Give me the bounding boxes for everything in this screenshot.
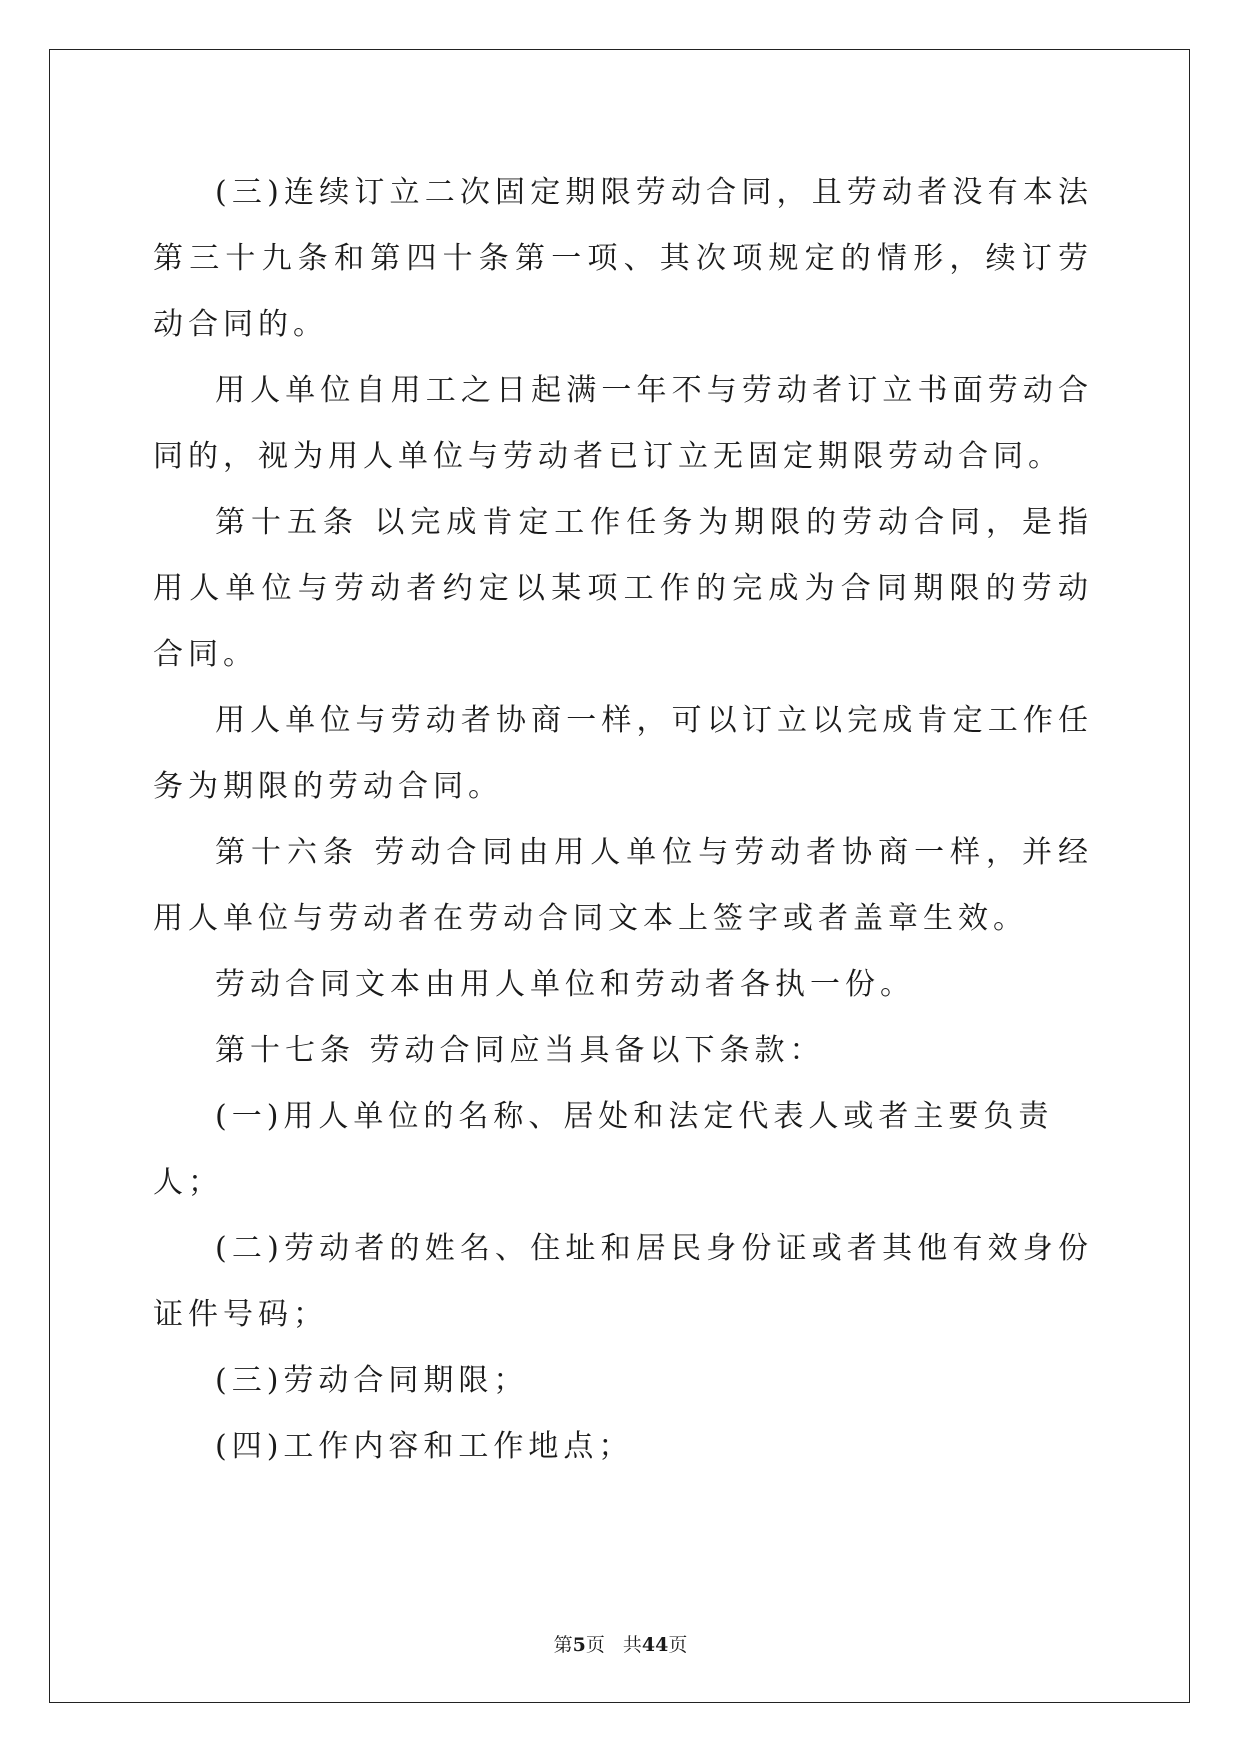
paragraph: 第十七条 劳动合同应当具备以下条款： <box>215 1033 825 1068</box>
paragraph: 用人单位与劳动者协商一样，可以订立以完成肯定工作任务为期限的劳动合同。 <box>153 703 1093 804</box>
page-number: 5 <box>572 1634 586 1656</box>
paragraph: (二)劳动者的姓名、住址和居民身份证或者其他有效身份证件号码； <box>153 1231 1093 1332</box>
total-pages: 44 <box>641 1634 669 1656</box>
paragraph: 劳动合同文本由用人单位和劳动者各执一份。 <box>215 967 915 1002</box>
page-footer <box>0 1630 1241 1657</box>
footer-total-suffix: 页 <box>668 1634 688 1656</box>
footer-prefix: 第 <box>553 1634 573 1656</box>
document-body <box>153 160 1093 1480</box>
paragraph: 用人单位自用工之日起满一年不与劳动者订立书面劳动合同的，视为用人单位与劳动者已订立无固定期限劳动合同。 <box>153 373 1093 474</box>
paragraph: 第十六条 劳动合同由用人单位与劳动者协商一样，并经用人单位与劳动者在劳动合同文本上签字或者盖章生效。 <box>153 835 1093 936</box>
footer-total-prefix: 共 <box>622 1634 642 1656</box>
paragraph: (三)劳动合同期限； <box>215 1363 529 1398</box>
footer-page-suffix: 页 <box>585 1634 605 1656</box>
paragraph: (三)连续订立二次固定期限劳动合同，且劳动者没有本法第三十九条和第四十条第一项、其次项规定的情形，续订劳动合同的。 <box>153 175 1093 342</box>
paragraph: (一)用人单位的名称、居处和法定代表人或者主要负责人； <box>153 1099 1054 1200</box>
paragraph: 第十五条 以完成肯定工作任务为期限的劳动合同，是指用人单位与劳动者约定以某项工作的完成为合同期限的劳动合同。 <box>153 505 1093 672</box>
paragraph: (四)工作内容和工作地点； <box>215 1429 634 1464</box>
